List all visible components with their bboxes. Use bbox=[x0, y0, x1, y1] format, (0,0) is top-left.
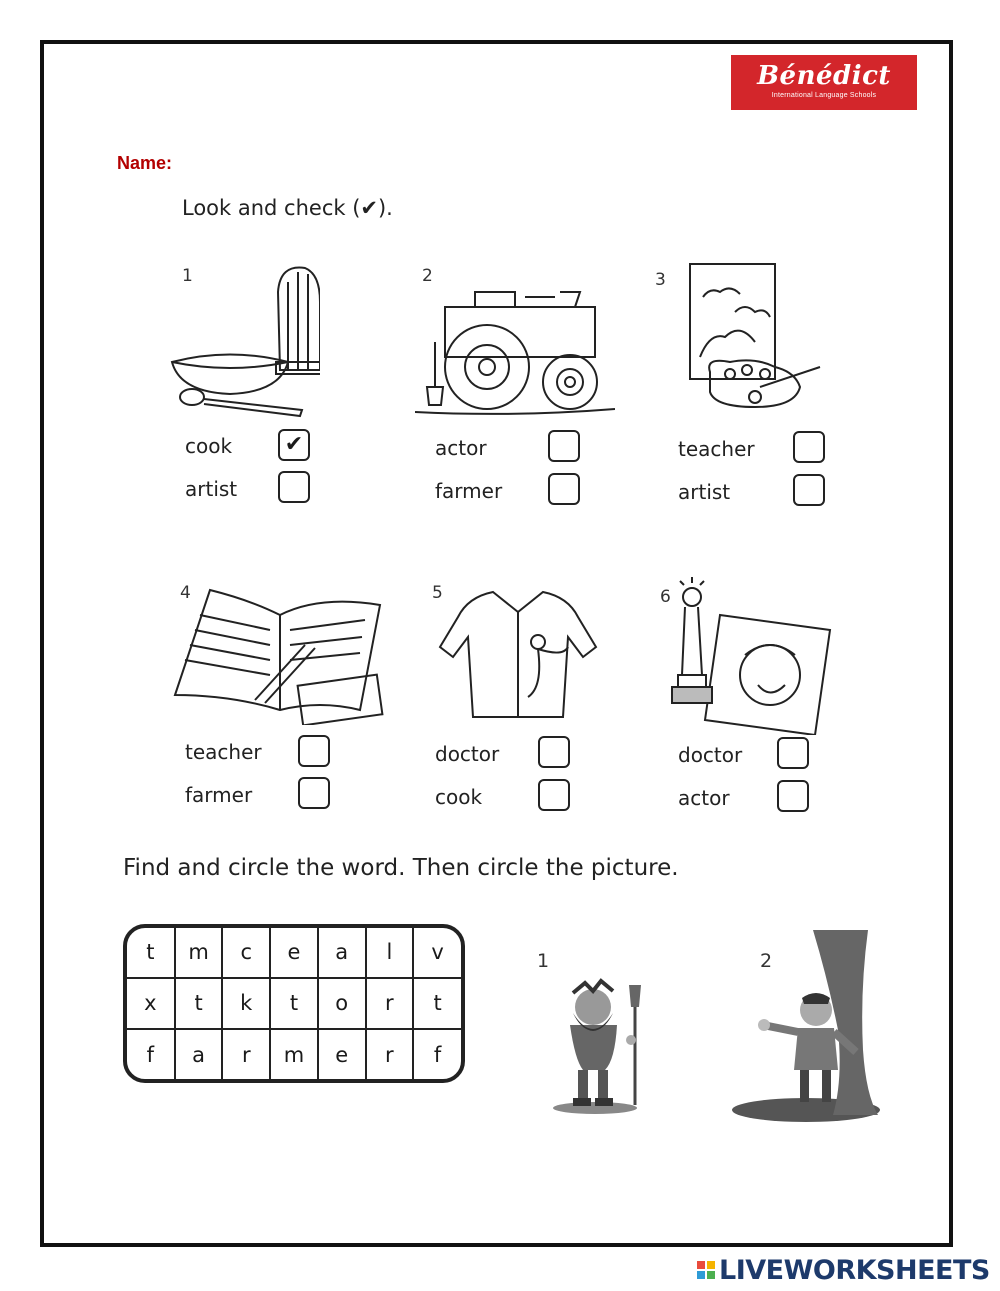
grid-cell[interactable]: e bbox=[318, 1029, 366, 1079]
book-pencils-eraser-icon bbox=[170, 585, 400, 725]
checkbox[interactable] bbox=[548, 473, 580, 505]
grid-cell[interactable]: f bbox=[413, 1029, 461, 1079]
trophy-portrait-icon bbox=[670, 575, 835, 735]
chef-hat-bowl-spoon-icon bbox=[170, 262, 320, 422]
item-number: 5 bbox=[432, 583, 443, 603]
option-label: farmer bbox=[435, 479, 503, 503]
option-label: actor bbox=[678, 786, 730, 810]
item-5 bbox=[420, 575, 650, 845]
option-label: doctor bbox=[435, 742, 500, 766]
item-6 bbox=[650, 575, 880, 845]
option-label: cook bbox=[185, 434, 233, 458]
farmer-with-pitchfork-icon[interactable] bbox=[545, 975, 665, 1115]
lab-coat-stethoscope-icon bbox=[438, 587, 598, 727]
check-mark: ✔ bbox=[284, 432, 304, 457]
name-label: Name: bbox=[117, 153, 173, 173]
grid-cell[interactable]: a bbox=[318, 928, 366, 978]
checkbox[interactable] bbox=[298, 777, 330, 809]
grid-row bbox=[127, 928, 461, 978]
picture-number: 2 bbox=[760, 950, 773, 972]
grid-cell[interactable]: a bbox=[175, 1029, 223, 1079]
item-number: 4 bbox=[180, 583, 191, 603]
item-number: 2 bbox=[422, 266, 433, 286]
item-4 bbox=[170, 575, 400, 845]
checkbox[interactable] bbox=[777, 780, 809, 812]
benedict-logo bbox=[731, 55, 917, 110]
liveworksheets-logo-icon bbox=[697, 1261, 715, 1279]
grid-cell[interactable]: t bbox=[127, 928, 175, 978]
grid-cell[interactable]: k bbox=[222, 978, 270, 1030]
checkbox[interactable] bbox=[548, 430, 580, 462]
checkbox[interactable] bbox=[538, 736, 570, 768]
option-label: teacher bbox=[185, 740, 262, 764]
item-3 bbox=[645, 262, 875, 532]
grid-cell[interactable]: e bbox=[270, 928, 318, 978]
grid-cell[interactable]: t bbox=[175, 978, 223, 1030]
grid-cell[interactable]: t bbox=[413, 978, 461, 1030]
logo-brand: Bénédict bbox=[757, 61, 891, 91]
canvas-palette-icon bbox=[685, 262, 825, 412]
option-label: cook bbox=[435, 785, 483, 809]
option-label: artist bbox=[185, 477, 238, 501]
grid-cell[interactable]: t bbox=[270, 978, 318, 1030]
item-number: 6 bbox=[660, 587, 671, 607]
option-label: artist bbox=[678, 480, 731, 504]
liveworksheets-footer bbox=[697, 1253, 990, 1287]
instruction-check: Look and check (✔). bbox=[182, 196, 393, 220]
grid-cell[interactable]: x bbox=[127, 978, 175, 1030]
grid-cell[interactable]: r bbox=[222, 1029, 270, 1079]
grid-cell[interactable]: v bbox=[413, 928, 461, 978]
checkbox[interactable] bbox=[298, 735, 330, 767]
item-2 bbox=[410, 262, 640, 532]
picture-number: 1 bbox=[537, 950, 550, 972]
logo-subtitle: International Language Schools bbox=[771, 92, 877, 99]
checkbox[interactable] bbox=[278, 471, 310, 503]
word-search-grid bbox=[123, 924, 465, 1083]
grid-cell[interactable]: c bbox=[222, 928, 270, 978]
checkbox[interactable] bbox=[777, 737, 809, 769]
item-number: 1 bbox=[182, 266, 193, 286]
grid-cell[interactable]: f bbox=[127, 1029, 175, 1079]
grid-cell[interactable]: r bbox=[366, 1029, 414, 1079]
option-label: doctor bbox=[678, 743, 743, 767]
grid-row bbox=[127, 1029, 461, 1079]
item-1 bbox=[170, 262, 400, 532]
grid-cell[interactable]: o bbox=[318, 978, 366, 1030]
footer-brand: LIVEWORKSHEETS bbox=[719, 1254, 990, 1286]
actor-by-tree-icon[interactable] bbox=[728, 930, 883, 1125]
option-label: teacher bbox=[678, 437, 755, 461]
option-label: farmer bbox=[185, 783, 253, 807]
instruction-find-circle: Find and circle the word. Then circle the picture. bbox=[123, 855, 679, 881]
grid-cell[interactable]: m bbox=[175, 928, 223, 978]
checkbox[interactable] bbox=[793, 474, 825, 506]
tractor-shovel-icon bbox=[415, 287, 615, 417]
item-number: 3 bbox=[655, 270, 666, 290]
grid-row bbox=[127, 978, 461, 1030]
option-label: actor bbox=[435, 436, 487, 460]
grid-cell[interactable]: l bbox=[366, 928, 414, 978]
checkbox[interactable] bbox=[538, 779, 570, 811]
grid-cell[interactable]: m bbox=[270, 1029, 318, 1079]
checkbox[interactable] bbox=[278, 429, 310, 461]
checkbox[interactable] bbox=[793, 431, 825, 463]
grid-cell[interactable]: r bbox=[366, 978, 414, 1030]
